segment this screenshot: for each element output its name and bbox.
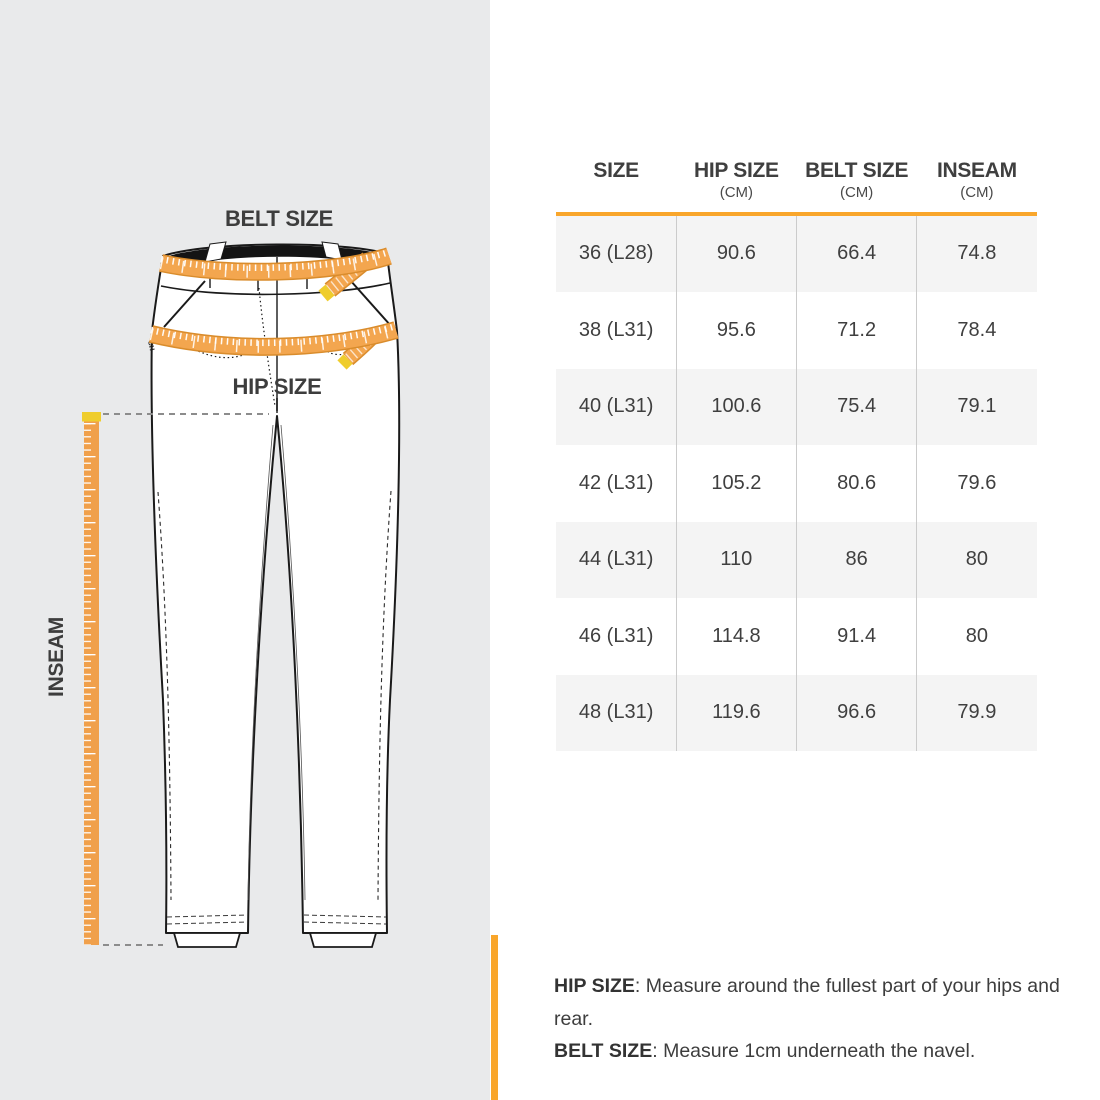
- belt-size-note: BELT SIZE: Measure 1cm underneath the navel.: [554, 1040, 976, 1062]
- table-row: 48 (L31) 119.6 96.6 79.9: [556, 675, 1037, 752]
- hip-size-label: HIP SIZE: [232, 374, 322, 399]
- column-header-hip: HIP SIZE (CM): [694, 159, 779, 201]
- column-divider: [676, 216, 677, 752]
- table-body: [556, 216, 1037, 752]
- column-header-belt: BELT SIZE (CM): [805, 159, 909, 201]
- side-seam-text: CH: [146, 339, 155, 352]
- column-header-inseam: INSEAM (CM): [936, 159, 1017, 201]
- hip-size-note: HIP SIZE: Measure around the fullest part of your hips and rear.: [554, 975, 1060, 1030]
- inseam-ruler: [82, 412, 101, 945]
- table-row: 44 (L31) 110 86 80: [556, 522, 1037, 599]
- table-row: 38 (L31) 95.6 71.2 78.4: [578, 318, 997, 341]
- table-row: 40 (L31) 100.6 75.4 79.1: [556, 369, 1037, 446]
- table-row: 42 (L31) 105.2 80.6 79.6: [578, 471, 997, 494]
- belt-size-label: BELT SIZE: [224, 206, 334, 231]
- table-row: 36 (L28) 90.6 66.4 74.8: [556, 216, 1037, 293]
- pants-diagram: [0, 0, 490, 1100]
- inseam-label: INSEAM: [45, 617, 68, 697]
- column-divider: [796, 216, 797, 752]
- table-row: 46 (L31) 114.8 91.4 80: [578, 624, 988, 647]
- accent-bar: [491, 935, 498, 1100]
- column-header-size: SIZE: [593, 159, 639, 182]
- measurement-notes: [554, 970, 1100, 1068]
- size-table: [556, 148, 1037, 751]
- table-header: [556, 148, 1037, 202]
- size-diagram-panel: [0, 0, 490, 1100]
- column-divider: [916, 216, 917, 752]
